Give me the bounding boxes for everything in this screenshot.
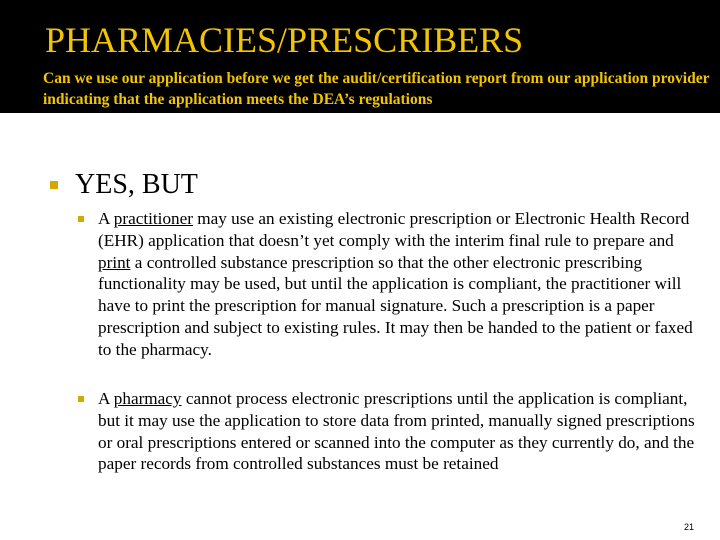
slide-subtitle: Can we use our application before we get the audit/certification report from our application provider indicating that the application meets the DEA’s regulations bbox=[43, 70, 710, 108]
bullet-prefix: A bbox=[98, 389, 114, 408]
slide-title: PHARMACIES/PRESCRIBERS bbox=[45, 20, 524, 60]
print-underlined: print bbox=[98, 252, 131, 272]
sub-bullet-square-icon bbox=[78, 216, 84, 222]
bullet-pharmacy bbox=[78, 388, 698, 475]
bullet-text bbox=[98, 388, 698, 475]
sub-bullet-square-icon bbox=[78, 396, 84, 402]
pharmacy-underlined: pharmacy bbox=[113, 389, 182, 408]
bullet-body-cont: a controlled substance prescription so that the other electronic prescribing functionality may be used, but until the application is compliant, the practitioner will have to print the prescription for manual signature. Such a prescription is a paper prescription and subject to existing rules. It may then be handed to the patient or faxed to the pharmacy. bbox=[98, 252, 693, 359]
bullet-body: cannot process electronic prescriptions until the application is compliant, but it may use the application to store data from printed, manually signed prescriptions or oral prescriptions entered or scanned into the computer as they currently do, and the paper records from controlled substances must be retained bbox=[98, 389, 695, 474]
bullet-square-icon bbox=[50, 181, 58, 189]
bullet-body: may use an existing electronic prescription or Electronic Health Record (EHR) application that doesn’t yet comply with the interim final rule to prepare and bbox=[98, 209, 690, 250]
main-heading: YES, BUT bbox=[75, 169, 198, 200]
page-number: 21 bbox=[683, 522, 694, 532]
title-banner bbox=[0, 0, 720, 113]
bullet-text bbox=[98, 208, 698, 361]
bullet-practitioner bbox=[78, 208, 698, 361]
bullet-prefix: A bbox=[98, 209, 114, 228]
practitioner-underlined: practitioner bbox=[113, 209, 193, 228]
